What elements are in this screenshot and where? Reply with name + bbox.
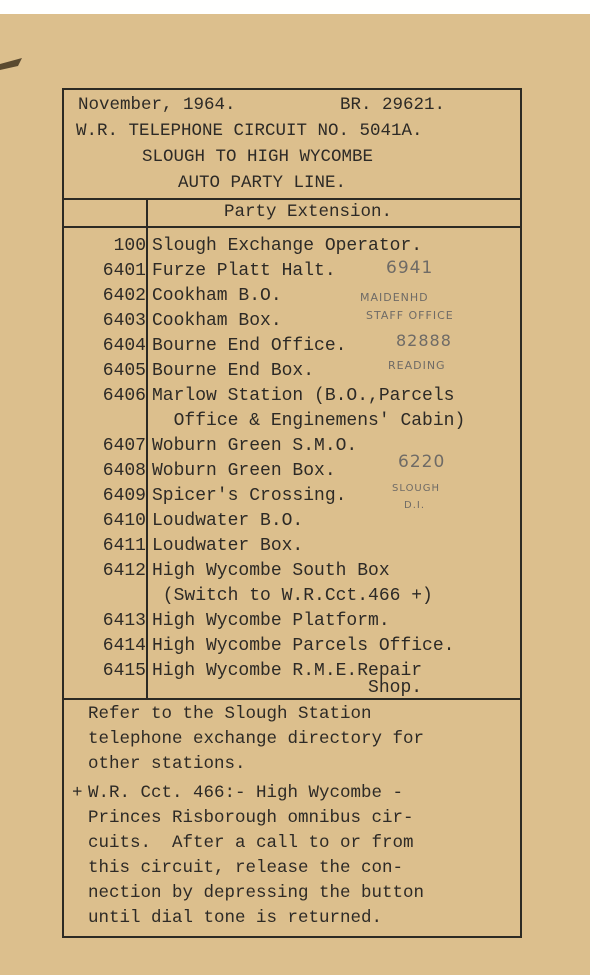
handwritten-note: 6941 [386,258,434,278]
footer-divider [64,698,520,700]
footer-line: other stations. [88,754,246,774]
handwritten-note: READING [388,359,446,372]
directory-card [62,88,522,938]
handwritten-note: 6220 [398,452,446,472]
footnote-line: this circuit, release the con- [88,858,404,878]
extension-name: High Wycombe Parcels Office. [152,636,455,656]
extension-number: 6402 [102,286,146,306]
extension-name: Woburn Green Box. [152,461,336,481]
extension-number: 6404 [102,336,146,356]
extension-name-continued: Office & Enginemens' Cabin) [152,411,466,431]
footnote-line: Princes Risborough omnibus cir- [88,808,414,828]
extension-name: Slough Exchange Operator. [152,236,423,256]
extension-name: Bourne End Box. [152,361,315,381]
extension-name: High Wycombe Platform. [152,611,390,631]
column-divider [146,200,148,698]
extension-number: 6410 [102,511,146,531]
extension-number: 6408 [102,461,146,481]
date: November, 1964. [78,95,236,115]
footnote-line: W.R. Cct. 466:- High Wycombe - [88,783,404,803]
line-type: AUTO PARTY LINE. [178,173,347,193]
extension-name: Woburn Green S.M.O. [152,436,358,456]
extension-name: Bourne End Office. [152,336,347,356]
extension-number: 6413 [102,611,146,631]
handwritten-note: 82888 [396,331,452,350]
extension-name: Marlow Station (B.O.,Parcels [152,386,455,406]
extension-number: 6406 [102,386,146,406]
extension-number: 6405 [102,361,146,381]
extension-name: High Wycombe R.M.E.Repair [152,661,423,681]
footnote-line: cuits. After a call to or from [88,833,414,853]
route-title: SLOUGH TO HIGH WYCOMBE [142,147,374,167]
footnote-line: until dial tone is returned. [88,908,383,928]
reference-number: BR. 29621. [340,95,446,115]
column-header [64,200,520,228]
footnote-line: nection by depressing the button [88,883,425,903]
extension-name: Spicer's Crossing. [152,486,347,506]
extension-number: 6414 [102,636,146,656]
extension-number: 6412 [102,561,146,581]
extension-name-continued: Shop. [152,678,423,698]
footer-line: Refer to the Slough Station [88,704,372,724]
footer-line: telephone exchange directory for [88,729,425,749]
extension-number: 6407 [102,436,146,456]
extension-name: High Wycombe South Box [152,561,390,581]
extension-number: 6401 [102,261,146,281]
handwritten-note: STAFF OFFICE [366,309,454,322]
handwritten-note: MAIDENHD [360,291,429,304]
extension-name: Cookham B.O. [152,286,282,306]
card-header [64,90,520,200]
column-header-label: Party Extension. [224,202,393,222]
extension-name: Loudwater Box. [152,536,304,556]
extension-number: 6403 [102,311,146,331]
handwritten-note: D.I. [404,500,426,511]
extension-name: Furze Platt Halt. [152,261,336,281]
extension-number: 6411 [102,536,146,556]
torn-corner-mark [0,54,24,72]
extension-number: 6415 [102,661,146,681]
extension-number: 6409 [102,486,146,506]
handwritten-note: SLOUGH [392,483,441,494]
circuit-title: W.R. TELEPHONE CIRCUIT NO. 5041A. [76,121,423,141]
extension-name: Cookham Box. [152,311,282,331]
extension-name-continued: (Switch to W.R.Cct.466 +) [152,586,433,606]
paper-sheet [0,14,590,975]
extension-number: 100 [113,236,146,256]
footnote-marker: + [72,783,83,803]
extension-name: Loudwater B.O. [152,511,304,531]
